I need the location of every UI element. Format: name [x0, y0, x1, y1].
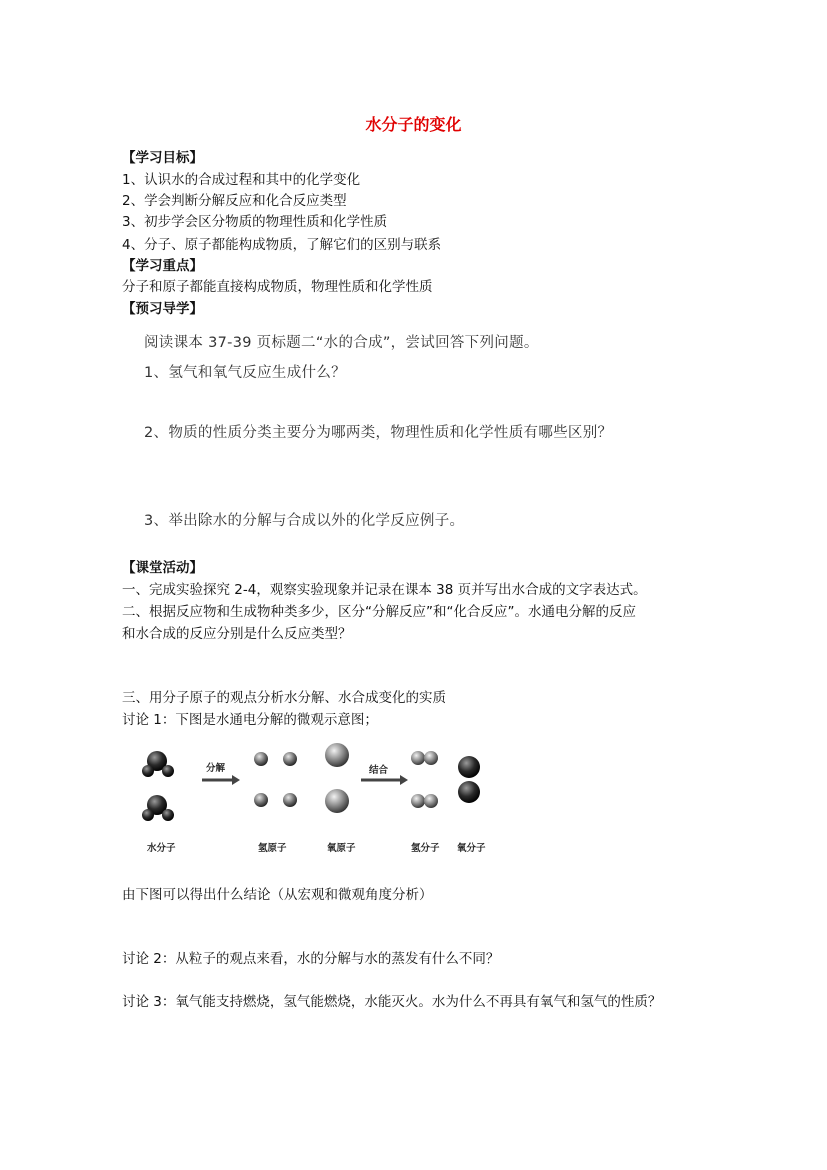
goal-item: 3、初步学会区分物质的物理性质和化学性质	[122, 214, 388, 230]
preview-heading: 【预习导学】	[122, 301, 203, 317]
hydrogen-molecule-icon	[411, 751, 438, 808]
figure-label: 水分子	[147, 843, 176, 854]
activity-paragraph: 一、完成实验探究 2-4，观察实验现象并记录在课本 38 页并写出水合成的文字表达式。	[122, 582, 647, 598]
preview-intro: 阅读课本 37-39 页标题二“水的合成”，尝试回答下列问题。	[144, 335, 539, 351]
focus-heading: 【学习重点】	[122, 258, 203, 274]
discussion-2: 讨论 2：从粒子的观点来看，水的分解与水的蒸发有什么不同？	[122, 951, 500, 967]
goal-item: 2、学会判断分解反应和化合反应类型	[122, 193, 347, 209]
water-decomposition-figure	[134, 740, 504, 852]
preview-question: 3、举出除水的分解与合成以外的化学反应例子。	[144, 513, 465, 529]
goals-heading: 【学习目标】	[122, 150, 203, 166]
preview-question: 2、物质的性质分类主要分为哪两类，物理性质和化学性质有哪些区别？	[144, 425, 613, 441]
water-molecule-icon	[142, 751, 174, 777]
goal-item: 1、认识水的合成过程和其中的化学变化	[122, 172, 361, 188]
discussion-3: 讨论 3：氧气能支持燃烧，氢气能燃烧，水能灭火。水为什么不再具有氧气和氢气的性质？	[122, 994, 662, 1010]
hydrogen-atom-icon	[254, 752, 297, 807]
activity-paragraph: 二、根据反应物和生成物种类多少，区分“分解反应”和“化合反应”。水通电分解的反应	[122, 604, 636, 620]
combine-arrow-icon	[361, 775, 408, 785]
arrow-label-combine: 结合	[369, 765, 389, 776]
figure-label: 氢原子	[258, 843, 287, 854]
goal-item: 4、分子、原子都能构成物质，了解它们的区别与联系	[122, 237, 442, 253]
oxygen-atom-icon	[325, 743, 349, 813]
figure-label: 氧原子	[327, 843, 356, 854]
decompose-arrow-icon	[202, 775, 240, 785]
discussion-1: 讨论 1：下图是水通电分解的微观示意图；	[122, 712, 378, 728]
figure-label: 氢分子	[411, 843, 440, 854]
conclusion-prompt: 由下图可以得出什么结论（从宏观和微观角度分析）	[122, 887, 433, 903]
activity-paragraph: 三、用分子原子的观点分析水分解、水合成变化的实质	[122, 690, 446, 706]
activity-heading: 【课堂活动】	[122, 560, 203, 576]
figure-label: 氧分子	[457, 843, 486, 854]
arrow-label-decompose: 分解	[206, 763, 226, 774]
activity-paragraph: 和水合成的反应分别是什么反应类型？	[122, 626, 352, 642]
water-molecule-icon	[142, 795, 174, 821]
preview-question: 1、氢气和氧气反应生成什么？	[144, 365, 346, 381]
oxygen-molecule-icon	[458, 756, 480, 803]
page-title: 水分子的变化	[365, 115, 462, 134]
focus-text: 分子和原子都能直接构成物质，物理性质和化学性质	[122, 279, 433, 295]
